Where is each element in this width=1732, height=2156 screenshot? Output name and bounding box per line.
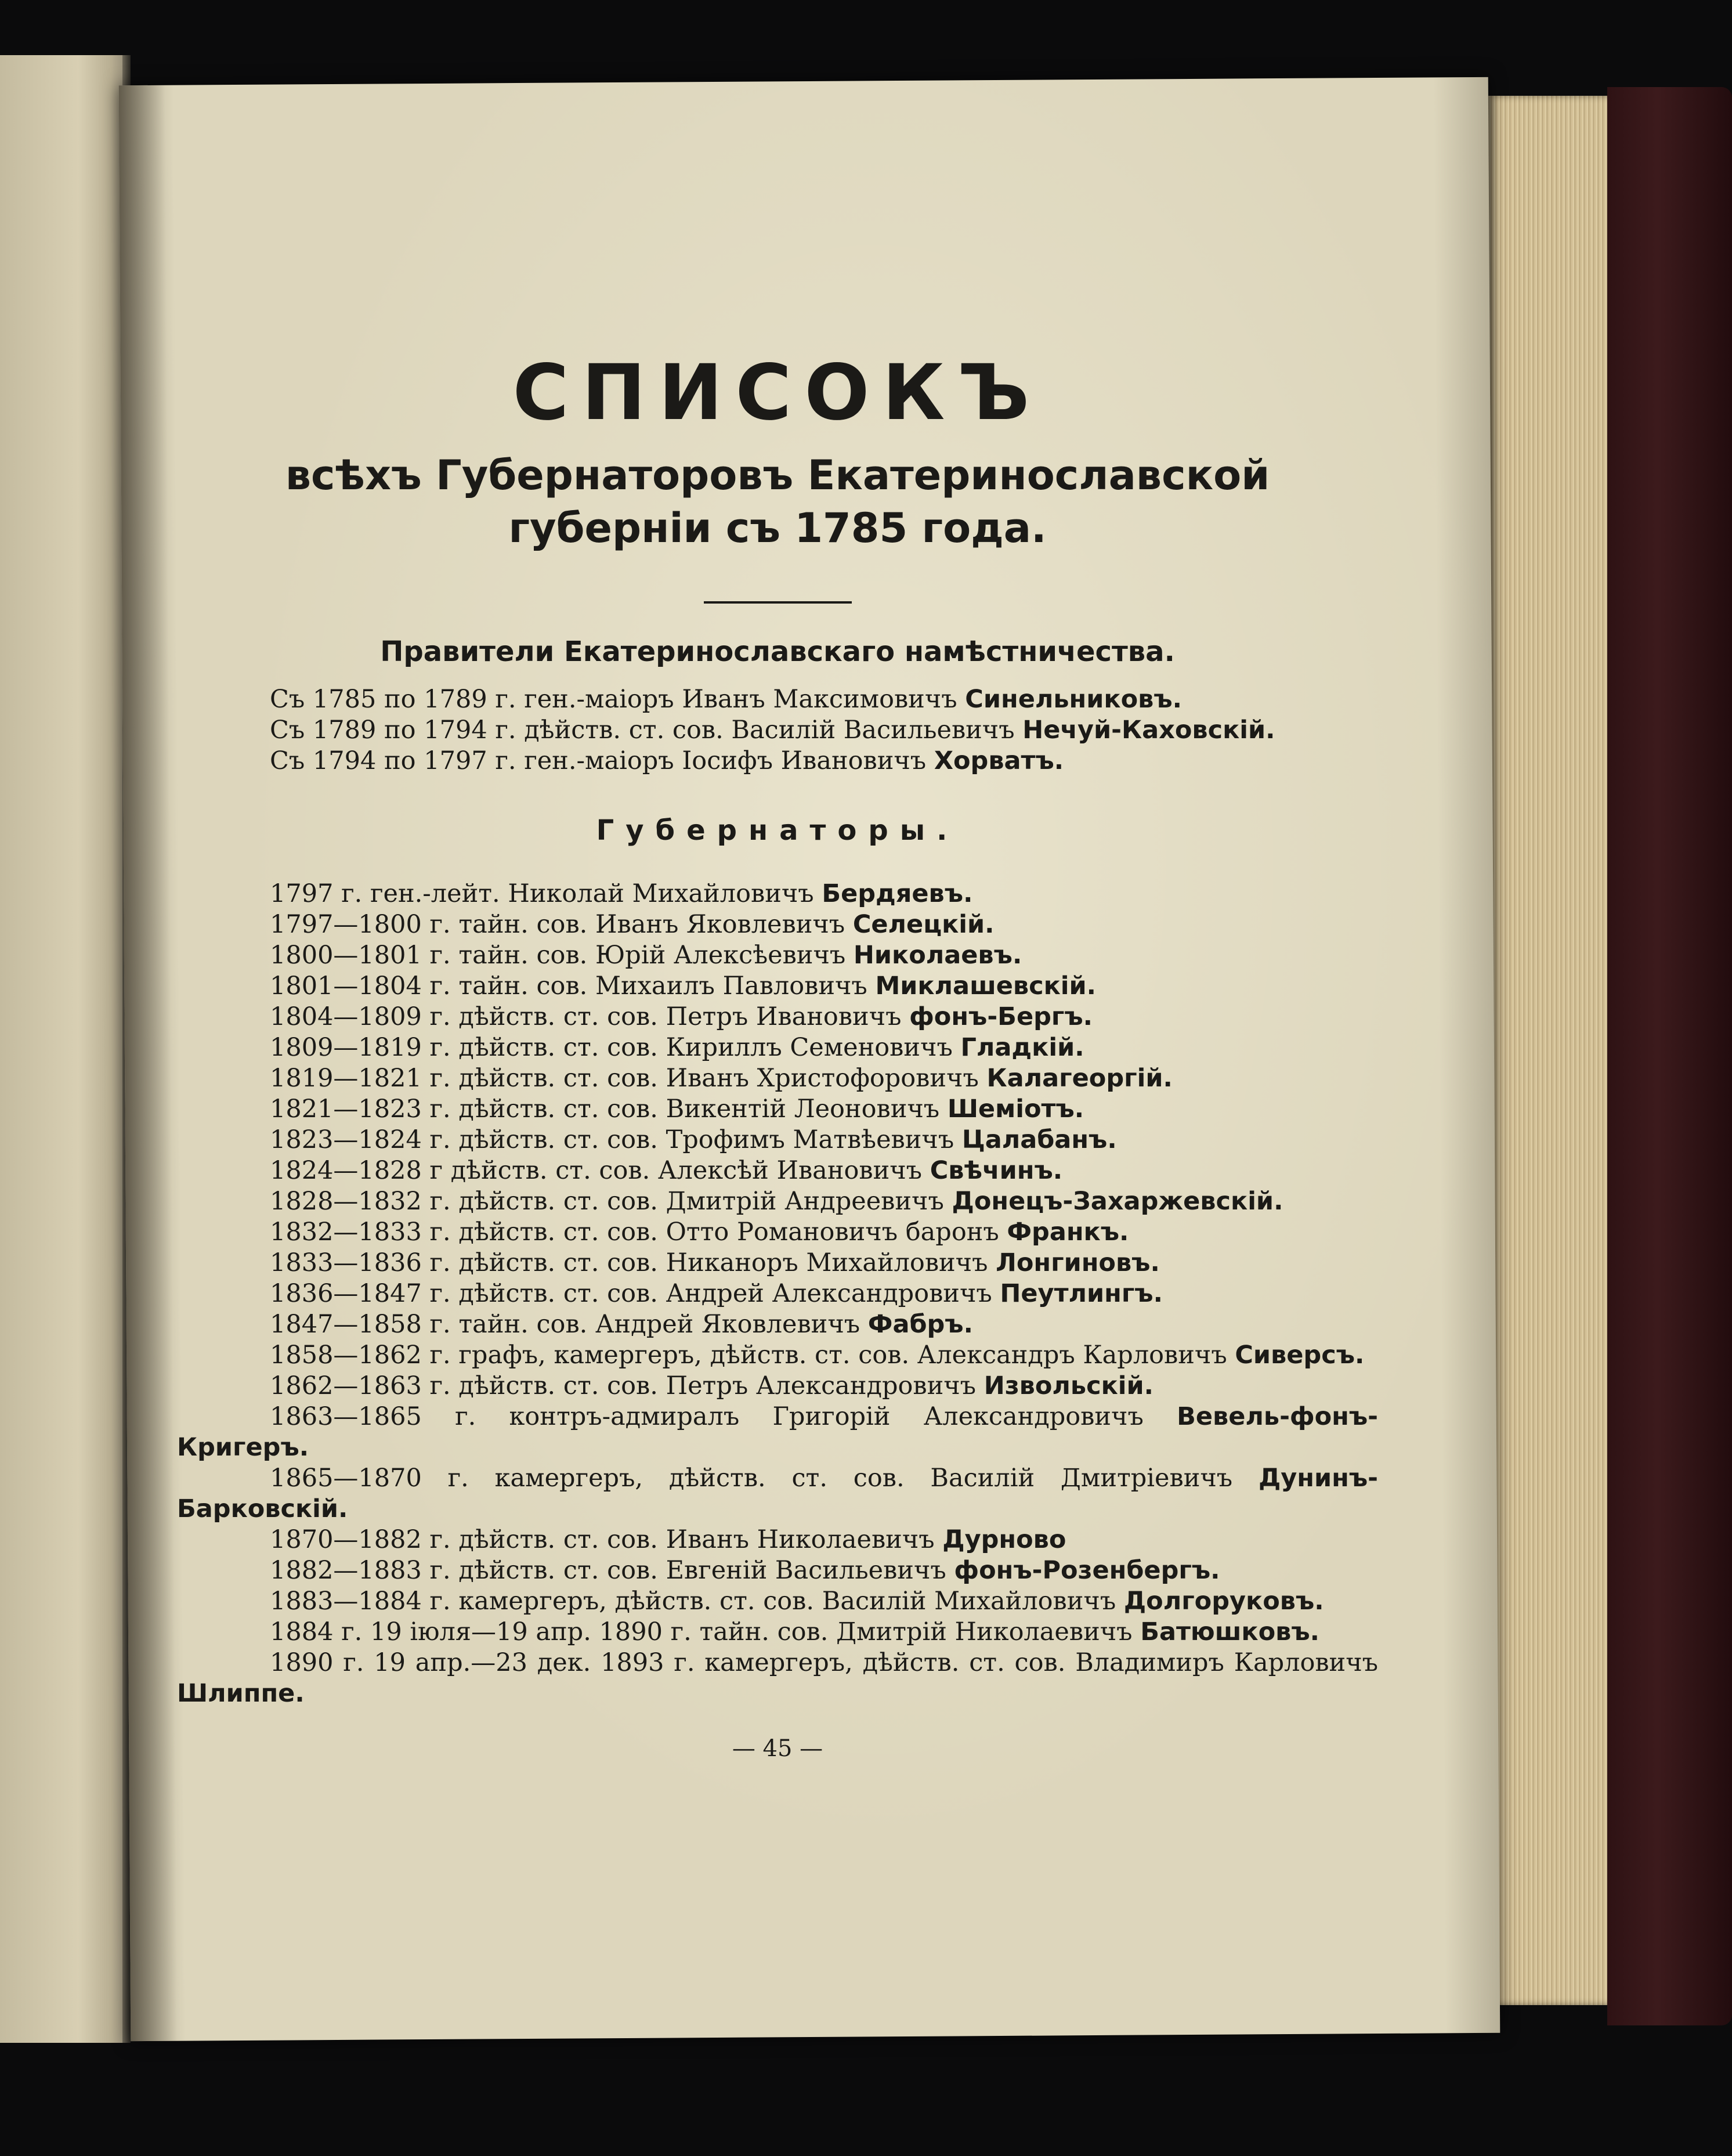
list-entry [177, 1032, 1378, 1063]
entry-text: 1824—1828 г дѣйств. ст. сов. Алексѣй Ивановичъ [270, 1156, 923, 1186]
governors-heading: Губернаторы. [596, 814, 959, 847]
entry-text: 1797 г. ген.-лейт. Николай Михайловичъ [270, 879, 814, 909]
entry-text: 1883—1884 г. камергеръ, дѣйств. ст. сов. Василій Михайловичъ [270, 1587, 1116, 1616]
list-entry [177, 1525, 1378, 1555]
entry-text: 1884 г. 19 іюля—19 апр. 1890 г. тайн. сов. Дмитрій Николаевичъ [270, 1617, 1133, 1647]
entry-text: Съ 1794 по 1797 г. ген.-маіоръ Іосифъ Ивановичъ [270, 746, 927, 776]
page-title: СПИСОКЪ [512, 348, 1043, 438]
facing-page [0, 55, 131, 2043]
entry-text: 1870—1882 г. дѣйств. ст. сов. Иванъ Николаевичъ [270, 1525, 935, 1555]
entry-name: Вевель-фонъ-Кригеръ. [177, 1402, 1378, 1462]
entry-text: 1804—1809 г. дѣйств. ст. сов. Петръ Ивановичъ [270, 1002, 902, 1032]
entry-text: 1819—1821 г. дѣйств. ст. сов. Иванъ Христофоровичъ [270, 1064, 979, 1093]
entry-text: 1882—1883 г. дѣйств. ст. сов. Евгеній Васильевичъ [270, 1556, 946, 1586]
entry-text: 1800—1801 г. тайн. сов. Юрій Алексѣевичъ [270, 941, 846, 970]
entry-name: Батюшковъ. [1140, 1617, 1319, 1647]
entry-name: Свѣчинъ. [930, 1156, 1063, 1186]
list-entry [177, 1463, 1378, 1525]
entry-name: Франкъ. [1007, 1218, 1129, 1247]
entry-text: 1828—1832 г. дѣйств. ст. сов. Дмитрій Андреевичъ [270, 1187, 944, 1216]
entry-name: Дурново [942, 1525, 1066, 1555]
list-entry [177, 1340, 1378, 1371]
list-entry [177, 940, 1378, 971]
entry-name: Дунинъ-Барковскій. [177, 1464, 1379, 1524]
entry-text: 1847—1858 г. тайн. сов. Андрей Яковлевичъ [270, 1310, 860, 1339]
entry-name: Хорватъ. [934, 746, 1064, 776]
entry-text: 1858—1862 г. графъ, камергеръ, дѣйств. ст. сов. Александръ Карловичъ [270, 1341, 1227, 1370]
list-entry [177, 971, 1378, 1002]
entry-name: Сиверсъ. [1235, 1341, 1365, 1370]
list-entry [177, 1402, 1378, 1463]
governors-list [177, 879, 1378, 1709]
book-fore-edge [1488, 96, 1616, 2005]
list-entry [177, 1617, 1378, 1648]
entry-text: 1823—1824 г. дѣйств. ст. сов. Трофимъ Матвѣевичъ [270, 1125, 954, 1155]
page-number: — 45 — [732, 1735, 823, 1763]
entry-text: 1801—1804 г. тайн. сов. Михаилъ Павловичъ [270, 972, 867, 1001]
list-entry [177, 1371, 1378, 1402]
entry-name: Бердяевъ. [822, 879, 973, 909]
entry-name: Николаевъ. [853, 941, 1022, 970]
entry-name: Гладкій. [960, 1033, 1084, 1063]
list-entry [177, 715, 1378, 746]
list-entry [177, 1063, 1378, 1094]
entry-text: 1797—1800 г. тайн. сов. Иванъ Яковлевичъ [270, 910, 845, 940]
entry-text: 1862—1863 г. дѣйств. ст. сов. Петръ Александровичъ [270, 1371, 977, 1401]
entry-name: Миклашевскій. [875, 972, 1096, 1001]
list-entry [177, 1094, 1378, 1125]
list-entry [177, 909, 1378, 940]
entry-name: фонъ-Бергъ. [909, 1002, 1093, 1032]
entry-text: Съ 1785 по 1789 г. ген.-маіоръ Иванъ Максимовичъ [270, 685, 957, 714]
entry-name: Фабръ. [867, 1310, 973, 1339]
list-entry [177, 746, 1378, 777]
entry-name: Шеміотъ. [947, 1095, 1084, 1124]
list-entry [177, 1248, 1378, 1279]
page-subtitle: всѣхъ Губернаторовъ Екатеринославской губерніи съ 1785 года. [285, 452, 1270, 552]
list-entry [177, 1279, 1378, 1309]
list-entry [177, 1648, 1378, 1709]
entry-name: Шлиппе. [177, 1679, 305, 1709]
entry-name: Пеутлингъ. [1000, 1279, 1163, 1309]
list-entry [177, 1155, 1378, 1186]
list-entry [177, 879, 1378, 909]
list-entry [177, 1555, 1378, 1586]
list-entry [177, 684, 1378, 715]
entry-name: фонъ-Розенбергъ. [954, 1556, 1220, 1586]
entry-text: 1809—1819 г. дѣйств. ст. сов. Кириллъ Семеновичъ [270, 1033, 953, 1063]
list-entry [177, 1186, 1378, 1217]
entry-text: 1821—1823 г. дѣйств. ст. сов. Викентій Леоновичъ [270, 1095, 940, 1124]
entry-name: Селецкій. [852, 910, 995, 940]
entry-text: 1832—1833 г. дѣйств. ст. сов. Отто Романовичъ баронъ [270, 1218, 999, 1247]
list-entry [177, 1217, 1378, 1248]
entry-text: 1833—1836 г. дѣйств. ст. сов. Никаноръ Михайловичъ [270, 1248, 988, 1278]
entry-name: Цалабанъ. [961, 1125, 1117, 1155]
entry-name: Донецъ-Захаржевскій. [952, 1187, 1283, 1216]
entry-text: 1836—1847 г. дѣйств. ст. сов. Андрей Александровичъ [270, 1279, 992, 1309]
entry-name: Долгоруковъ. [1123, 1587, 1324, 1616]
page-text [177, 348, 1379, 1763]
book-cover [1607, 87, 1732, 2025]
entry-text: 1863—1865 г. контръ-адмиралъ Григорій Александровичъ [270, 1402, 1144, 1432]
entry-name: Нечуй-Каховскій. [1022, 716, 1275, 745]
list-entry [177, 1125, 1378, 1155]
entry-name: Извольскій. [983, 1371, 1154, 1401]
title-rule [704, 601, 852, 604]
entry-name: Калагеоргій. [986, 1064, 1173, 1093]
rulers-list [177, 684, 1378, 777]
entry-text: 1865—1870 г. камергеръ, дѣйств. ст. сов. Василій Дмитріевичъ [270, 1464, 1233, 1493]
entry-text: 1890 г. 19 апр.—23 дек. 1893 г. камергеръ, дѣйств. ст. сов. Владимиръ Карловичъ [270, 1648, 1378, 1678]
rulers-heading: Правители Екатеринославскаго намѣстничества. [380, 635, 1175, 669]
entry-name: Синельниковъ. [965, 685, 1182, 714]
entry-text: Съ 1789 по 1794 г. дѣйств. ст. сов. Василій Васильевичъ [270, 716, 1015, 745]
list-entry [177, 1002, 1378, 1032]
list-entry [177, 1309, 1378, 1340]
entry-name: Лонгиновъ. [996, 1248, 1160, 1278]
list-entry [177, 1586, 1378, 1617]
